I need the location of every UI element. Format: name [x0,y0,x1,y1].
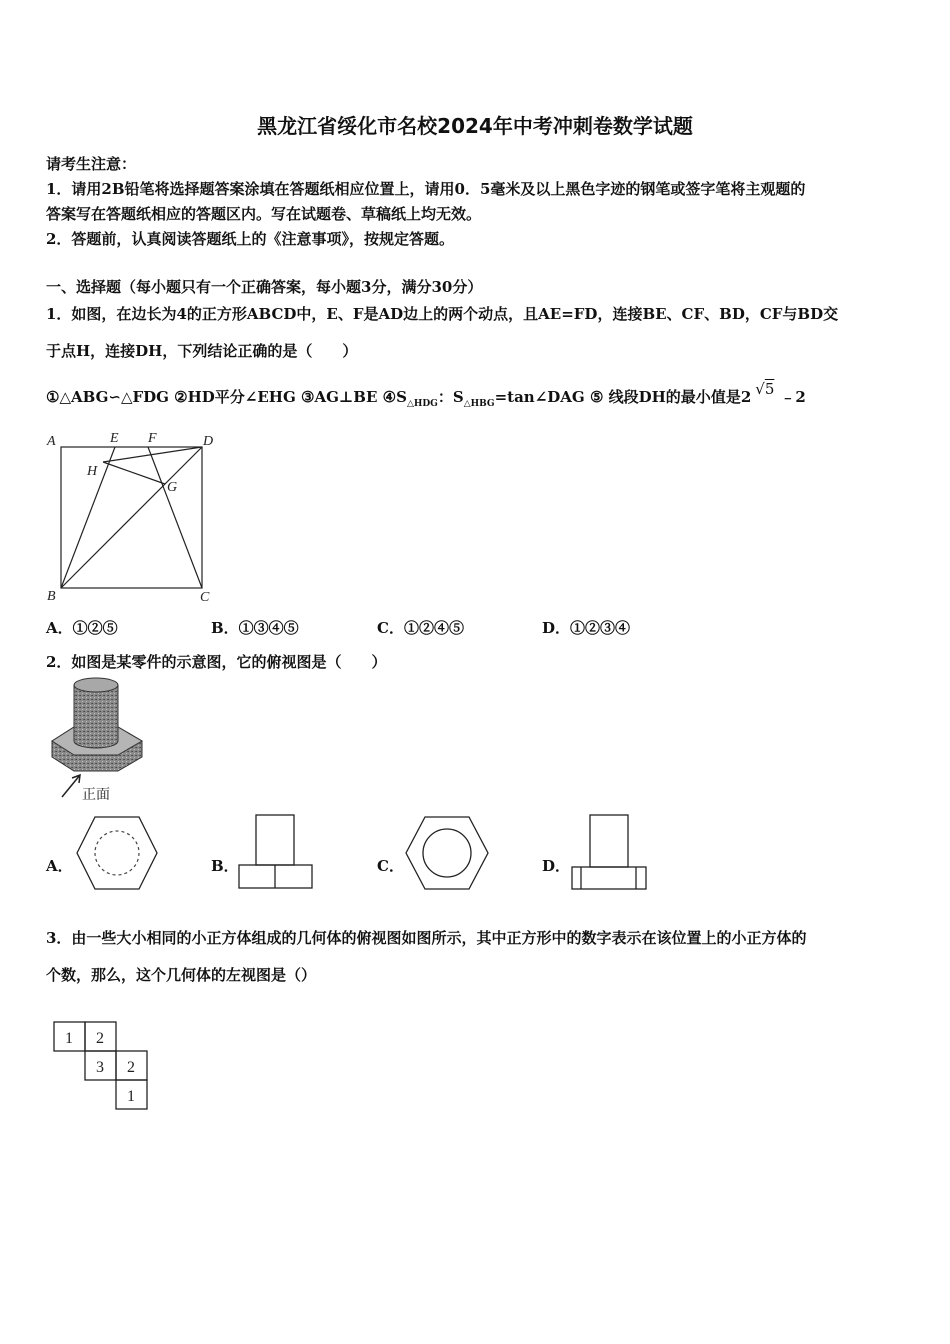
segment-cf [148,447,202,588]
section-heading: 一、选择题（每小题只有一个正确答案，每小题3分，满分30分） [46,278,483,296]
grid-cell-3: 3 [96,1059,104,1076]
q2-option-b-label[interactable]: B． [211,857,239,875]
front-label: 正面 [82,788,110,803]
sqrt-radicand: 5 [764,380,775,398]
q2-part-3d-figure [44,675,148,803]
q1-option-d[interactable]: D．①②③④ [542,619,631,637]
grid-cell-2: 2 [96,1030,104,1047]
q2-option-c-label[interactable]: C． [377,857,404,875]
segment-hg [103,462,165,484]
grid-cell-4: 2 [127,1059,135,1076]
segment-bd [61,447,202,588]
q3-text-line2: 个数，那么，这个几何体的左视图是（） [46,966,317,984]
q1-sub-hdg: △HDG [406,399,438,409]
notice-line-2: 2．答题前，认真阅读答题纸上的《注意事项》，按规定答题。 [46,230,454,248]
q3-text-line1: 3．由一些大小相同的小正方体组成的几何体的俯视图如图所示，其中正方形中的数字表示在该位置上的小正方体的 [46,929,807,947]
q1-sub-hbg: △HBG [463,399,495,409]
page-title: 黑龙江省绥化市名校2024年中考冲刺卷数学试题 [257,114,693,138]
q1-text-line2: 于点H，连接DH，下列结论正确的是（ ） [46,342,358,360]
label-e: E [110,431,119,446]
label-c: C [200,590,210,605]
q2-option-d-label[interactable]: D． [542,857,571,875]
front-arrow [62,775,80,797]
q1-text-line1: 1．如图，在边长为4的正方形ABCD中，E、F是AD边上的两个动点，且AE=FD，连接BE、CF、BD，CF与BD交 [46,305,839,323]
q2-option-d-figure[interactable] [568,813,650,893]
q2-option-a-label[interactable]: A． [46,857,73,875]
q1-statement-tail: ﹣2 [780,388,806,406]
label-h: H [87,464,98,479]
q2-option-a-figure[interactable] [73,812,161,894]
q1-statement-part2: ：S [437,388,464,406]
label-a: A [47,434,56,449]
q3-top-view-grid [52,1020,152,1112]
q1-option-b[interactable]: B．①③④⑤ [211,619,299,637]
notice-line-1a: 1．请用2B铅笔将选择题答案涂填在答题纸相应位置上，请用0．5毫米及以上黑色字迹的钢笔或签字笔将主观题的 [46,180,806,198]
label-b: B [47,589,56,604]
q2-option-c-figure[interactable] [402,812,492,894]
notice-line-1b: 答案写在答题纸相应的答题区内。写在试题卷、草稿纸上均无效。 [46,205,482,223]
q2-text: 2．如图是某零件的示意图，它的俯视图是（ ） [46,653,387,671]
label-d: D [203,434,214,449]
label-g: G [167,480,178,495]
q1-statement-part1: ①△ABG∽△FDG ②HD平分∠EHG ③AG⊥BE ④S [46,388,407,406]
q1-option-a[interactable]: A．①②⑤ [46,619,118,637]
label-f: F [148,431,157,446]
notice-heading: 请考生注意： [46,155,137,173]
q2-option-b-figure[interactable] [236,813,316,893]
q1-statement-part3: =tan∠DAG ⑤ 线段DH的最小值是2 [494,388,752,406]
q1-square-figure [40,428,230,608]
q1-option-c[interactable]: C．①②④⑤ [377,619,464,637]
grid-cell-1: 1 [65,1030,73,1047]
q1-statements [46,380,806,409]
grid-cell-5: 1 [127,1088,135,1105]
sqrt-symbol: √5 [755,380,775,398]
